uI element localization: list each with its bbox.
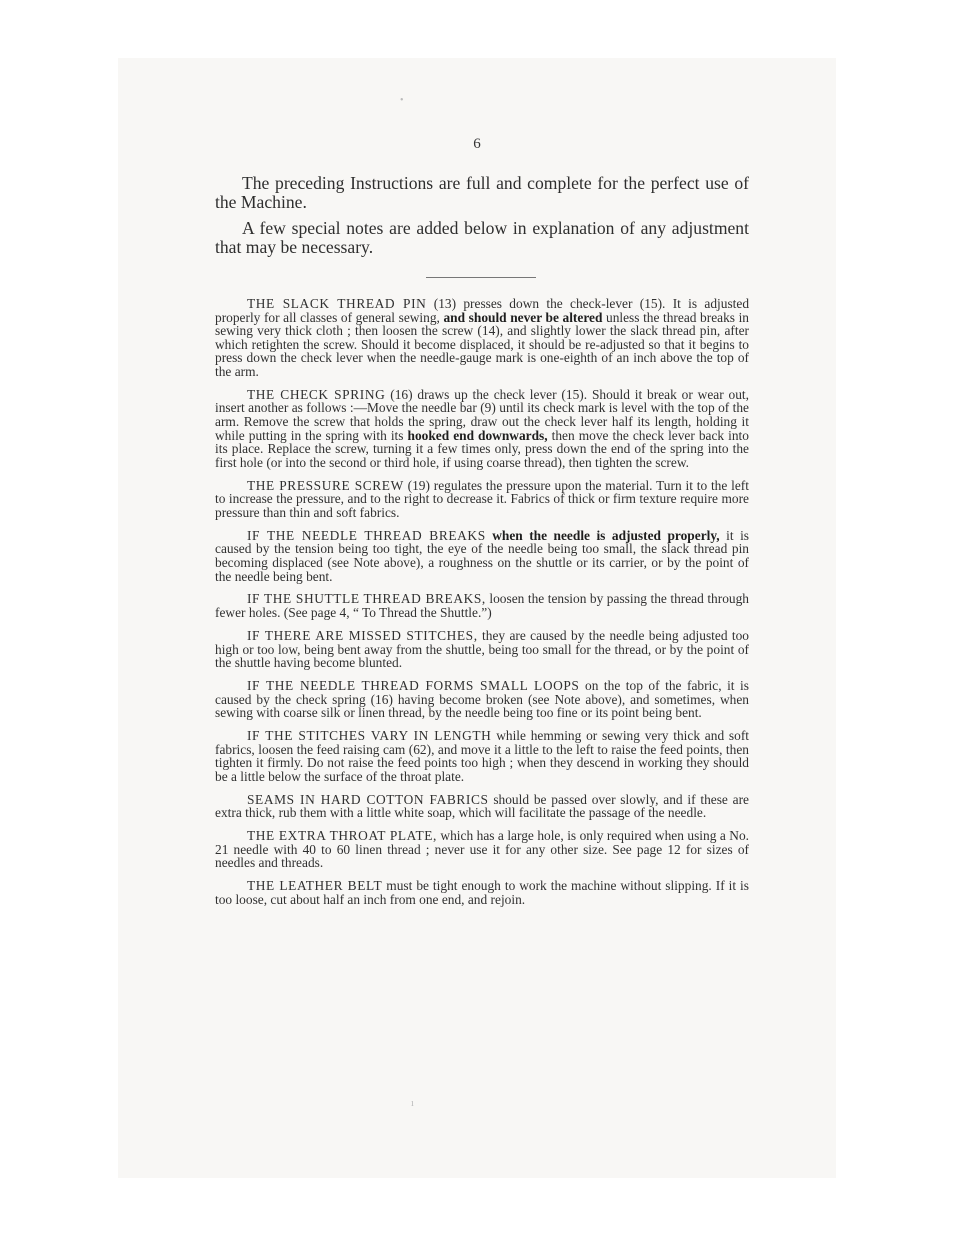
page-number: 6: [473, 136, 481, 152]
note-hard-cotton-seams: SEAMS IN HARD COTTON FABRICS should be passed over slowly, and if these are extra thick, rub them with a little white soap, which will facilitate the passage of the needle.: [215, 791, 749, 821]
note-needle-thread-breaks: IF THE NEEDLE THREAD BREAKS when the needle is adjusted properly, it is caused by the tension being too tight, the eye of the needle being too small, the slack thread pin becoming displaced (see Note above), a roughness on the shuttle or its carrier, or by the point of the needle being bent.: [215, 527, 749, 584]
paper-speck: ı: [411, 1098, 414, 1109]
note-small-loops: IF THE NEEDLE THREAD FORMS SMALL LOOPS on the top of the fabric, it is caused by the check spring (16) having become broken (see Note above), and sometimes, when sewing with coarse silk or linen thread, by the needle being too fine or its point being bent.: [215, 678, 749, 721]
note-leather-belt: THE LEATHER BELT must be tight enough to work the machine without slipping. If it is too loose, cut about half an inch from one end, and rejoin.: [215, 878, 749, 907]
note-extra-throat-plate: THE EXTRA THROAT PLATE, which has a large hole, is only required when using a No. 21 needle with 40 to 60 linen thread ; never use it for any other size. See page 12 for sizes of needles and threads.: [215, 828, 749, 871]
intro-paragraph: The preceding Instructions are full and complete for the perfect use of the Machine.: [215, 173, 749, 212]
note-pressure-screw: THE PRESSURE SCREW (19) regulates the pressure upon the material. Turn it to the left to increase the pressure, and to the right to decrease it. Fabrics of thick or firm texture require more pressure than thin and soft fabrics.: [215, 477, 749, 520]
note-check-spring: THE CHECK SPRING (16) draws up the check lever (15). Should it break or wear out, insert another as follows :—Move the needle bar (9) until its check mark is level with the top of the arm. Remove the screw that holds the spring, draw out the check lever half its length, holding it while putting in the spring with its hooked end downwards, then move the check lever back into its place. Replace the screw, turning it a few times only, press down the end of the spring into the first hole (or into the second or third hole, if using coarse thread), then tighten the screw.: [215, 386, 750, 470]
note-missed-stitches: IF THERE ARE MISSED STITCHES, they are caused by the needle being adjusted too high or too low, being bent away from the shuttle, being too small for the thread, or by the point of the shuttle having become blunted.: [215, 627, 749, 671]
note-shuttle-thread-breaks: IF THE SHUTTLE THREAD BREAKS, loosen the tension by passing the thread through fewer holes. (See page 4, “ To Thread the Shuttle.”): [215, 591, 749, 621]
paper-speck: •: [400, 95, 404, 106]
notes-section: [215, 297, 749, 916]
section-divider: [426, 277, 536, 278]
note-slack-thread-pin: THE SLACK THREAD PIN (13) presses down the check-lever (15). It is adjusted properly for all classes of general sewing, and should never be altered unless the thread breaks in sewing very thick cloth ; then loosen the screw (14), and slightly lower the slack thread pin, after which retighten the screw. Should it become displaced, it should be re-adjusted so that it begins to press down the check lever when the needle-gauge mark is one-eighth of an inch above the top of the arm.: [215, 296, 750, 379]
intro-paragraph: A few special notes are added below in explanation of any adjustment that may be necessary.: [215, 218, 749, 257]
note-stitch-length: IF THE STITCHES VARY IN LENGTH while hemming or sewing very thick and soft fabrics, loosen the feed raising cam (62), and move it a little to the left to raise the feed points, then tighten it firmly. Do not raise the feed points too high ; when they descend in working they should be a little below the surface of the throat plate.: [215, 728, 749, 784]
